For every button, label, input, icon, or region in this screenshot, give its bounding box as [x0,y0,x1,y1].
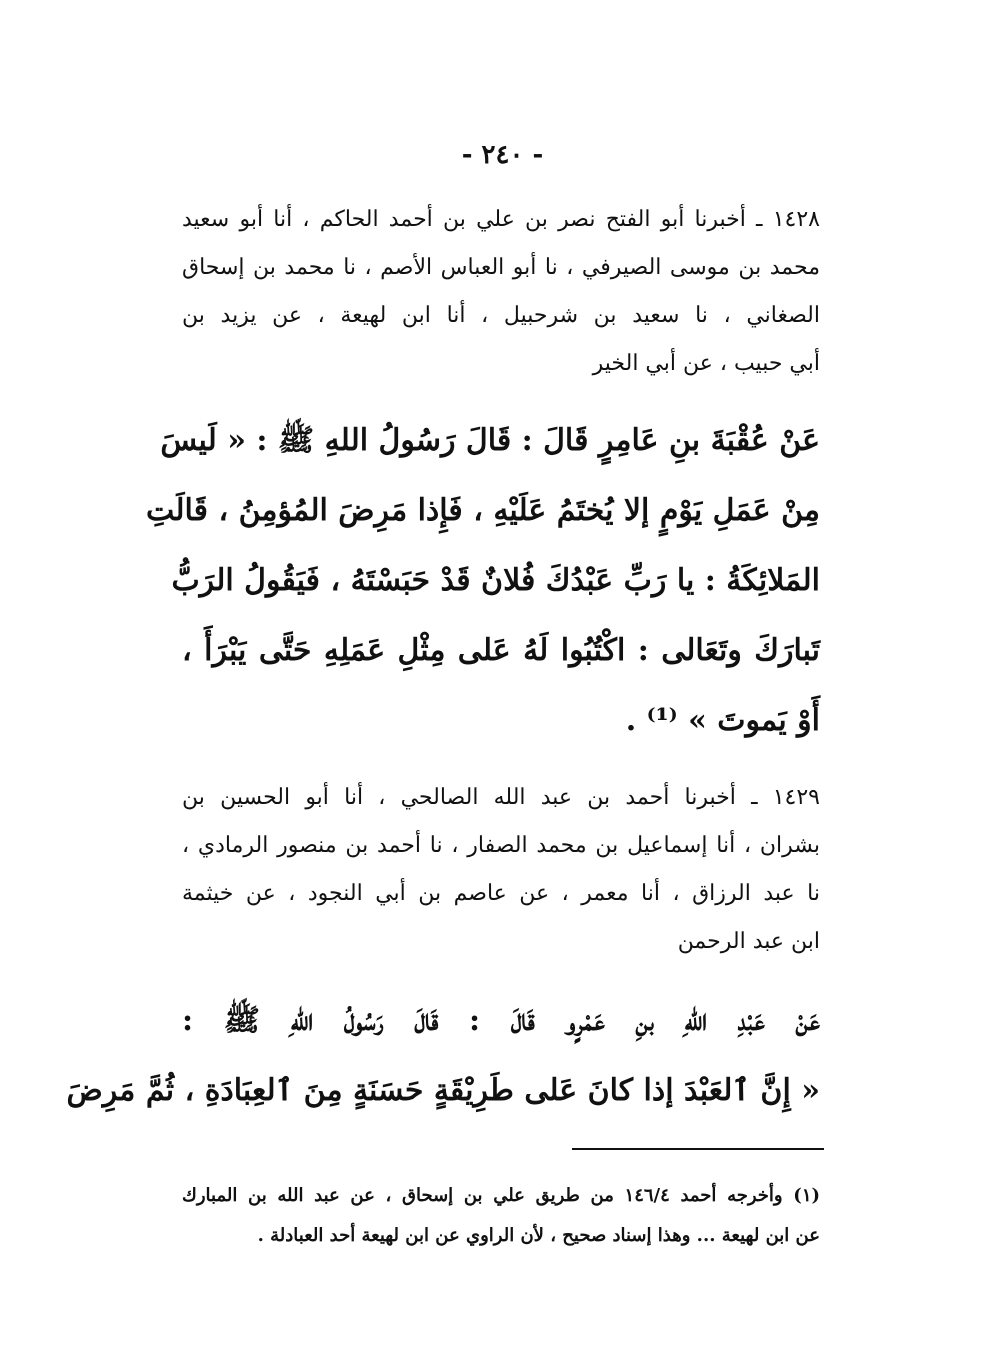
isnad-line: ابن عبد الرحمن [677,929,820,954]
isnad-line: بشران ، أنا إسماعيل بن محمد الصفار ، نا أحمد بن منصور الرمادي ، [182,833,820,858]
page-number: - ٢٤٠ - [461,140,544,170]
isnad-line: الصغاني ، نا سعيد بن شرحبيل ، أنا ابن لهيعة ، عن يزيد بن [182,303,820,328]
hadith-1428-matn [145,406,820,756]
matn-line: تَبارَكَ وتَعَالى : اكْتُبُوا لَهُ عَلى مِثْلِ عَمَلِهِ حَتَّى يَبْرَأَ ، [182,633,820,668]
isnad-line: ١٤٢٩ ـ أخبرنا أحمد بن عبد الله الصالحي ، أنا أبو الحسين بن [182,785,820,810]
footnote-divider [572,1148,824,1150]
matn-line: « إِنَّ ٱلعَبْدَ إذا كانَ عَلى طَرِيْقَةٍ حَسَنَةٍ مِنَ ٱلعِبَادَةِ ، ثُمَّ مَرِضَ [66,1073,820,1108]
matn-line: المَلائِكَةُ : يا رَبِّ عَبْدُكَ فُلانٌ قَدْ حَبَسْتَهُ ، فَيَقُولُ الرَبُّ [171,563,820,598]
isnad-line: ١٤٢٨ ـ أخبرنا أبو الفتح نصر بن علي بن أحمد الحاكم ، أنا أبو سعيد [182,207,820,232]
hadith-1429-isnad [182,774,820,966]
isnad-line: نا عبد الرزاق ، أنا معمر ، عن عاصم بن أبي النجود ، عن خيثمة [182,881,820,906]
matn-line: عَنْ عُقْبَةَ بنِ عَامِرٍ قَالَ : قَالَ رَسُولُ اللهِ ﷺ : « لَيسَ [160,423,820,458]
isnad-line: أبي حبيب ، عن أبي الخير [592,351,820,376]
matn-line: عَنْ عَبْدِ اللهِ بنِ عَمْرٍو قَالَ : قَالَ رَسُولُ اللهِ ﷺ : [182,1003,820,1038]
footnote [182,1176,820,1256]
isnad-line: محمد بن موسى الصيرفي ، نا أبو العباس الأصم ، نا محمد بن إسحاق [182,255,820,280]
footnote-line: عن ابن لهيعة ... وهذا إسناد صحيح ، لأن الراوي عن ابن لهيعة أحد العبادلة . [257,1225,820,1246]
hadith-1428-isnad [182,196,820,388]
matn-line: أَوْ يَموتَ » ⁽¹⁾ . [625,703,820,738]
footnote-line: (١) وأخرجه أحمد ١٤٦/٤ من طريق علي بن إسحاق ، عن عبد الله بن المبارك [182,1185,821,1206]
matn-line: مِنْ عَمَلِ يَوْمٍ إلا يُختَمُ عَلَيْهِ ، فَإِذا مَرِضَ المُؤمِنُ ، قَالَتِ [145,493,820,528]
hadith-1429-matn [66,986,820,1126]
